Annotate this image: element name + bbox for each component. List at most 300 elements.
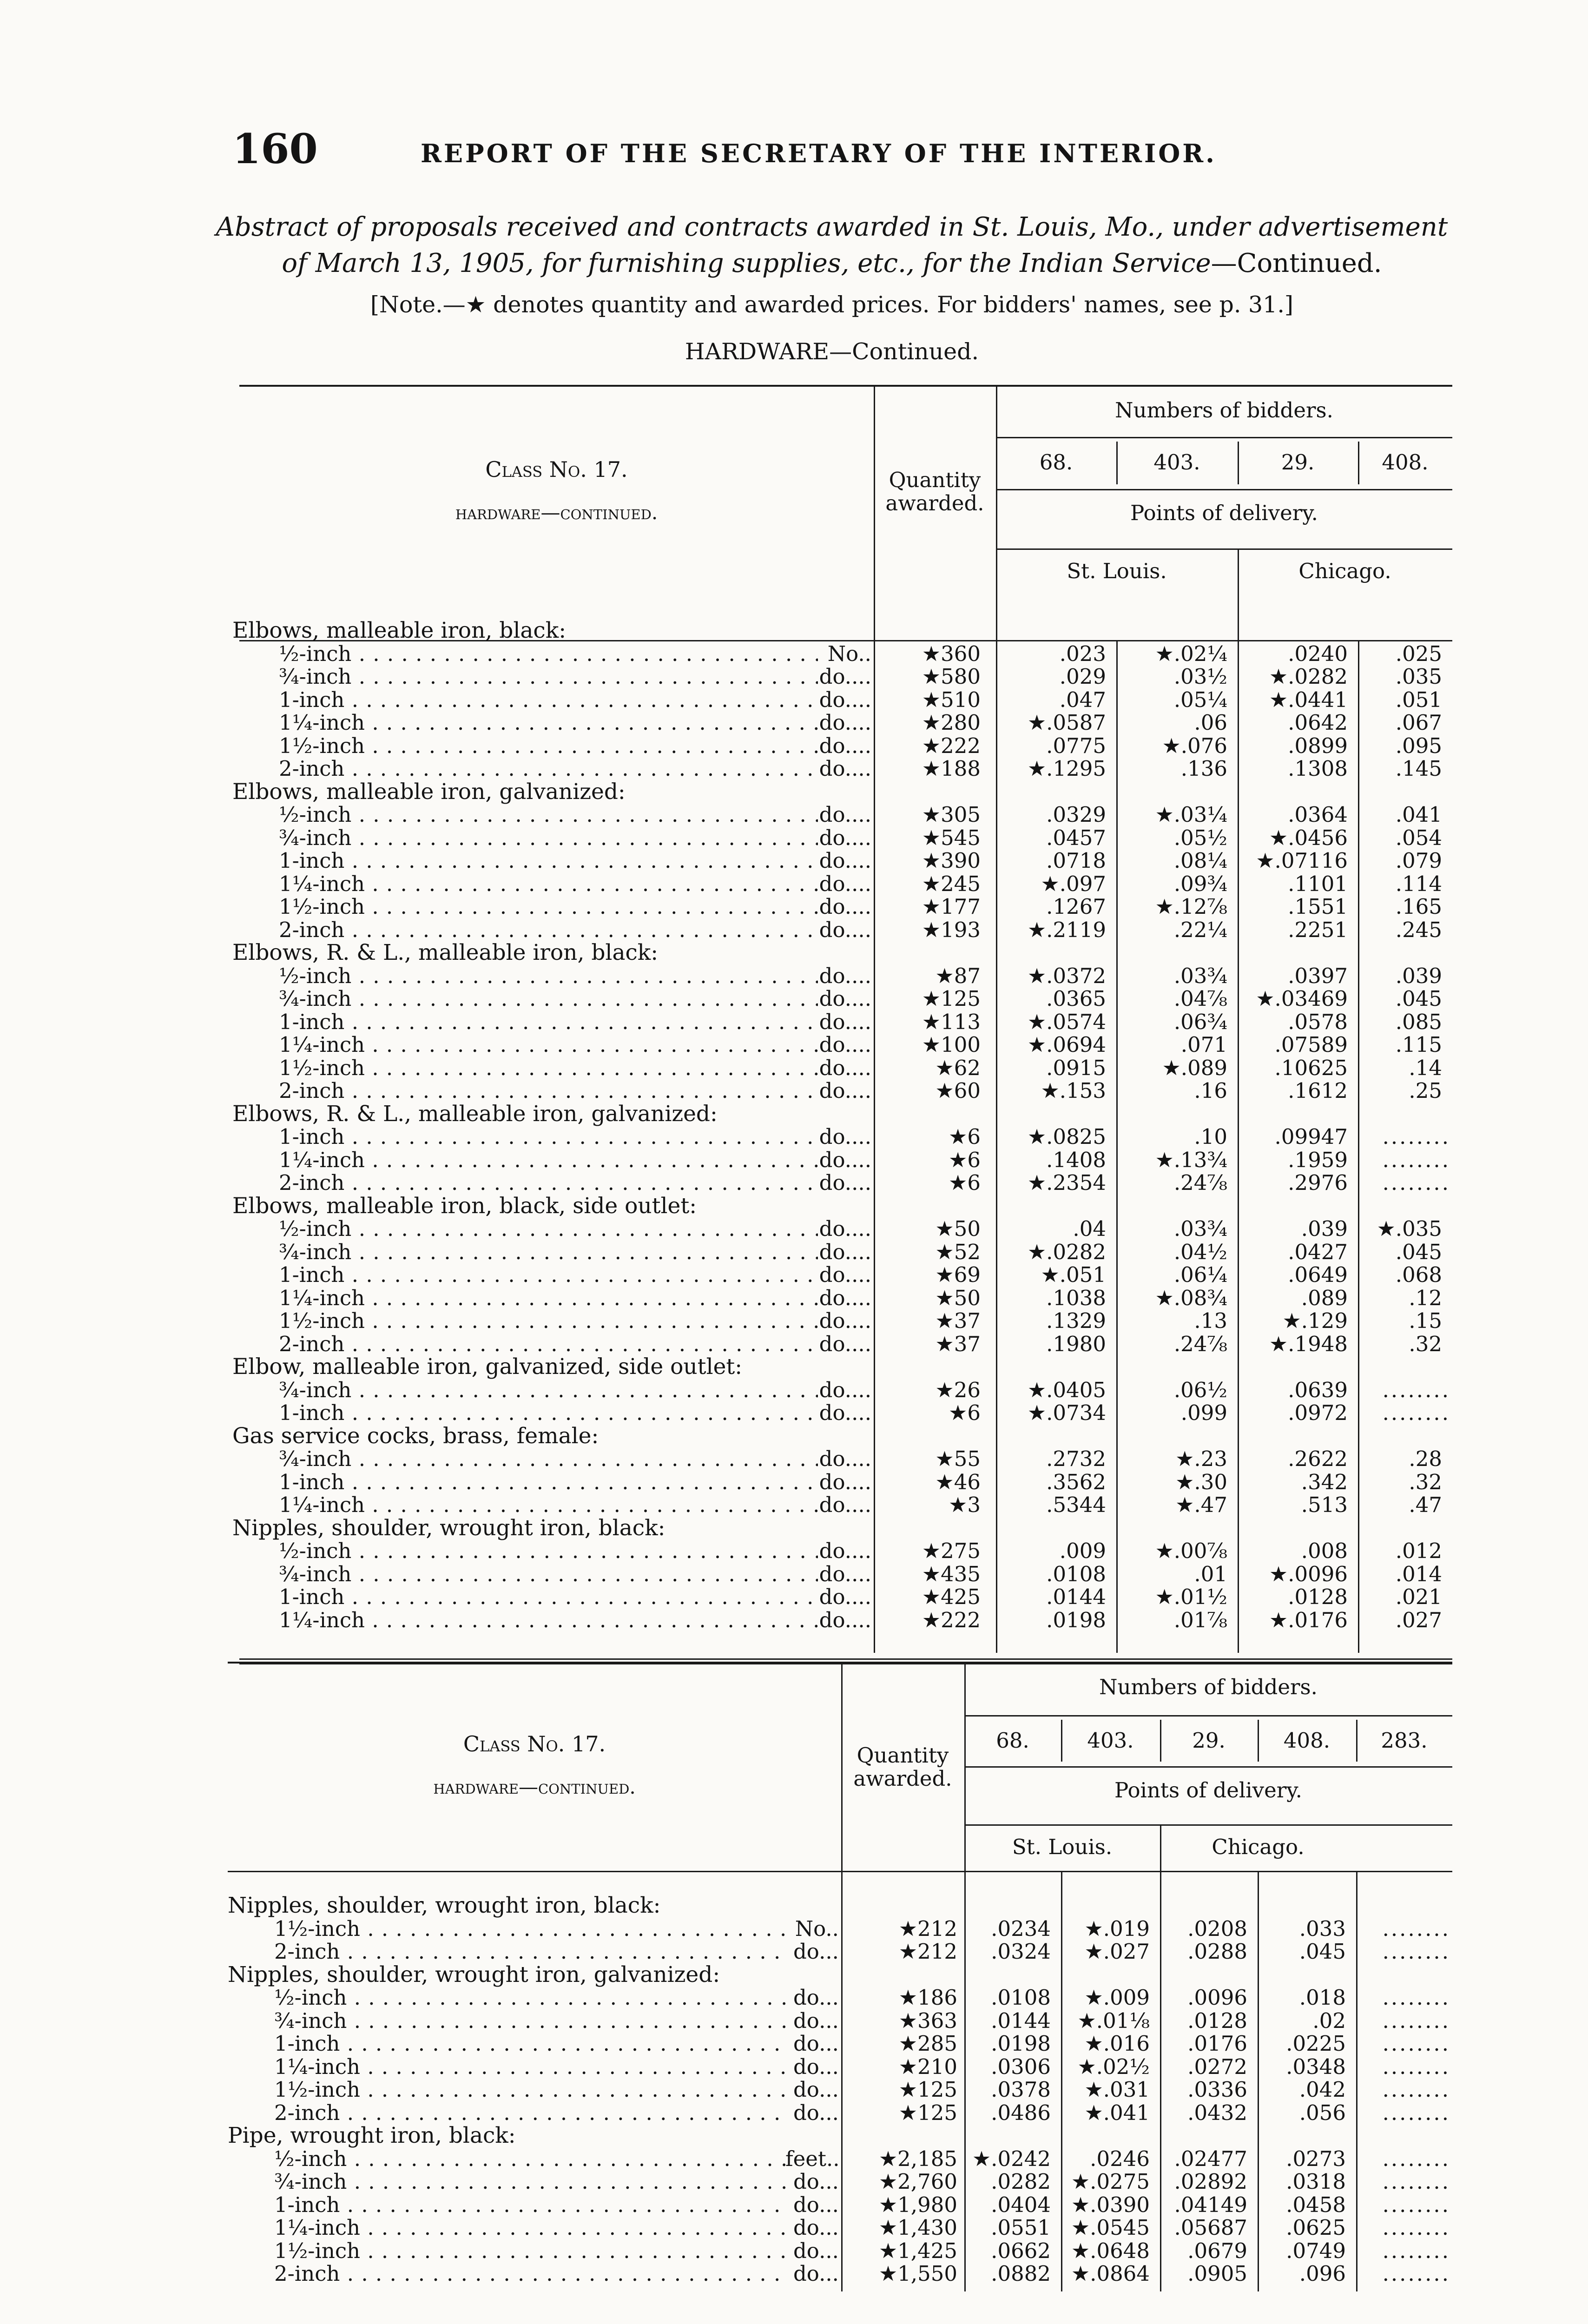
bid-price: .342 <box>1301 1469 1348 1494</box>
category-label: Elbows, malleable iron, galvanized: <box>232 779 626 805</box>
bidder-number: 403. <box>1087 1728 1134 1753</box>
quantity-awarded-value: ★6 <box>949 1170 981 1195</box>
bid-price: .05¼ <box>1173 687 1227 712</box>
bid-price: .079 <box>1395 848 1442 873</box>
table-row <box>0 1447 1588 1470</box>
table-row <box>0 2193 1588 2216</box>
bid-price: .0578 <box>1288 1009 1348 1034</box>
table-row <box>0 711 1588 734</box>
bid-price: .014 <box>1395 1561 1442 1586</box>
bid-price: .06½ <box>1173 1377 1227 1402</box>
table-bottom-rule <box>239 1658 1452 1660</box>
item-size-label: 1½-inch . . . <box>274 2078 785 2101</box>
bid-price: .5344 <box>1046 1492 1106 1517</box>
bid-price: .02892 <box>1174 2169 1247 2194</box>
bid-price: .0272 <box>1187 2054 1247 2079</box>
no-bid-dots: ........ <box>1382 2146 1450 2171</box>
bid-price: .04 <box>1073 1216 1106 1241</box>
bid-price: .0551 <box>991 2215 1051 2240</box>
points-of-delivery-label: Points of delivery. <box>1114 1778 1302 1802</box>
item-unit: do.... <box>819 848 871 873</box>
numbers-label-rule <box>996 437 1452 438</box>
bid-price: ★.23 <box>1175 1446 1227 1471</box>
quantity-awarded-value: ★3 <box>949 1492 981 1517</box>
bid-price: .0639 <box>1288 1377 1348 1402</box>
item-unit: do.... <box>819 1055 871 1080</box>
category-row <box>0 2124 1588 2147</box>
item-unit: do.... <box>819 917 871 942</box>
bid-price: .039 <box>1395 963 1442 988</box>
section-title: HARDWARE—Continued. <box>685 338 979 365</box>
quantity-header-2: awarded. <box>853 1766 952 1791</box>
bid-price: ★.016 <box>1084 2031 1150 2056</box>
quantity-awarded-value: ★390 <box>922 848 981 873</box>
bid-price: .2251 <box>1288 917 1348 942</box>
bid-price: .06 <box>1194 710 1227 735</box>
abstract-line-2-text: of March 13, 1905, for furnishing supplies, etc., for the Indian Service <box>282 248 1211 278</box>
quantity-awarded-value: ★435 <box>922 1561 981 1586</box>
bid-price: ★.1948 <box>1269 1331 1348 1356</box>
table-row <box>0 1379 1588 1401</box>
quantity-awarded-value: ★125 <box>898 2077 957 2102</box>
points-of-delivery-label: Points of delivery. <box>1130 501 1318 525</box>
quantity-awarded-value: ★6 <box>949 1400 981 1425</box>
bidder-number: 68. <box>996 1728 1029 1753</box>
quantity-awarded-value: ★6 <box>949 1124 981 1149</box>
item-size-label: 1½-inch . . . <box>279 1056 818 1079</box>
quantity-awarded-value: ★2,760 <box>878 2169 957 2194</box>
bid-price: .0318 <box>1286 2169 1346 2194</box>
place-st-louis: St. Louis. <box>1012 1835 1113 1859</box>
item-unit: do.... <box>819 1561 871 1586</box>
quantity-awarded-value: ★360 <box>922 641 981 666</box>
table-row <box>0 1079 1588 1102</box>
item-size-label: ½-inch . . . <box>279 803 818 826</box>
quantity-awarded-value: ★1,550 <box>878 2261 957 2286</box>
table-row <box>0 1471 1588 1493</box>
bid-price: .1329 <box>1046 1308 1106 1333</box>
no-bid-dots: ........ <box>1382 1939 1450 1964</box>
table-row <box>0 2170 1588 2193</box>
table-row <box>0 1263 1588 1286</box>
quantity-awarded-value: ★1,425 <box>878 2238 957 2263</box>
bid-price: .0397 <box>1288 963 1348 988</box>
item-unit: feet.. <box>785 2146 840 2171</box>
table-row <box>0 2147 1588 2170</box>
bid-price: .021 <box>1395 1585 1442 1609</box>
item-unit: do.... <box>819 894 871 919</box>
bid-price: .1101 <box>1288 871 1348 896</box>
bid-price: ★.1295 <box>1027 756 1106 781</box>
bid-price: .0329 <box>1046 802 1106 827</box>
abstract-line-2 <box>200 245 1464 282</box>
table-row <box>0 688 1588 711</box>
quantity-awarded-value: ★87 <box>935 963 981 988</box>
category-label: Pipe, wrought iron, black: <box>228 2123 516 2148</box>
bid-price: .1612 <box>1288 1078 1348 1103</box>
item-unit: do.... <box>819 1124 871 1149</box>
abstract-heading <box>200 209 1464 282</box>
quantity-awarded-value: ★62 <box>935 1055 981 1080</box>
bid-price: .068 <box>1395 1262 1442 1287</box>
category-row <box>0 1195 1588 1217</box>
bid-price: .051 <box>1395 687 1442 712</box>
class-label: Class No. 17. <box>463 1731 606 1756</box>
item-size-label: 1-inch . . . <box>279 1401 818 1424</box>
item-size-label: 2-inch . . . <box>274 1940 785 1963</box>
quantity-awarded-value: ★545 <box>922 825 981 850</box>
quantity-awarded-value: ★100 <box>922 1032 981 1057</box>
bid-price: ★.13¾ <box>1155 1147 1227 1172</box>
item-size-label: ¾-inch . . . <box>279 665 818 688</box>
bid-price: .0282 <box>991 2169 1051 2194</box>
table-row <box>0 1563 1588 1585</box>
bid-price: .0240 <box>1288 641 1348 666</box>
item-size-label: ½-inch . . . <box>279 642 818 665</box>
table-row <box>0 2101 1588 2124</box>
category-row <box>0 941 1588 964</box>
bid-price: .25 <box>1409 1078 1442 1103</box>
quantity-awarded-value: ★6 <box>949 1147 981 1172</box>
item-size-label: 1½-inch . . . <box>279 734 818 757</box>
category-label: Elbows, R. & L., malleable iron, black: <box>232 940 659 965</box>
abstract-suffix: —Continued. <box>1211 248 1382 278</box>
quantity-header: Quantity <box>857 1743 949 1768</box>
quantity-awarded-value: ★212 <box>898 1916 957 1941</box>
place-chicago: Chicago. <box>1212 1835 1305 1859</box>
item-size-label: 2-inch . . . <box>274 2262 785 2285</box>
bid-price: .10625 <box>1274 1055 1348 1080</box>
bid-price: .03¾ <box>1173 963 1227 988</box>
bid-price: .08¼ <box>1173 848 1227 873</box>
bid-price: .0882 <box>991 2261 1051 2286</box>
bid-price: .04149 <box>1174 2192 1247 2217</box>
no-bid-dots: ........ <box>1382 1124 1450 1149</box>
table-row <box>0 1401 1588 1424</box>
no-bid-dots: ........ <box>1382 2215 1450 2240</box>
bid-price: .0427 <box>1288 1239 1348 1264</box>
bid-price: ★.0648 <box>1071 2238 1150 2263</box>
bid-price: .0096 <box>1187 1985 1247 2010</box>
bid-price: .2976 <box>1288 1170 1348 1195</box>
item-size-label: 1-inch . . . <box>279 1263 818 1286</box>
bid-price: .012 <box>1395 1538 1442 1563</box>
table-row <box>0 1287 1588 1309</box>
bid-price: .15 <box>1409 1308 1442 1333</box>
no-bid-dots: ........ <box>1382 1147 1450 1172</box>
item-size-label: ½-inch . . . <box>274 1986 785 2009</box>
class-subtitle: hardware—continued. <box>455 501 658 524</box>
bid-price: .0642 <box>1288 710 1348 735</box>
no-bid-dots: ........ <box>1382 2031 1450 2056</box>
item-unit: do.... <box>819 687 871 712</box>
bid-price: .0246 <box>1090 2146 1150 2171</box>
place-chicago: Chicago. <box>1298 559 1391 583</box>
bid-price: .24⅞ <box>1173 1170 1227 1195</box>
category-row <box>0 1963 1588 1986</box>
numbers-of-bidders-label: Numbers of bidders. <box>1115 398 1333 423</box>
item-size-label: ¾-inch . . . <box>279 1563 818 1585</box>
bid-price: .095 <box>1395 733 1442 758</box>
quantity-awarded-value: ★580 <box>922 664 981 689</box>
bid-price: .0288 <box>1187 1939 1247 1964</box>
bid-price: ★.03¼ <box>1155 802 1227 827</box>
bid-price: ★.0405 <box>1027 1377 1106 1402</box>
quantity-awarded-value: ★363 <box>898 2008 957 2033</box>
bid-price: ★.097 <box>1041 871 1106 896</box>
item-unit: do.... <box>819 1308 871 1333</box>
table-row <box>0 1917 1588 1940</box>
item-size-label: 1¼-inch . . . <box>279 1493 818 1516</box>
bid-price: ★.089 <box>1162 1055 1227 1080</box>
table-row <box>0 1333 1588 1355</box>
bid-price: .042 <box>1299 2077 1346 2102</box>
item-size-label: 1¼-inch . . . <box>274 2216 785 2239</box>
bidder-number: 29. <box>1281 450 1315 475</box>
bid-price: .1267 <box>1046 894 1106 919</box>
quantity-awarded-value: ★69 <box>935 1262 981 1287</box>
table-top-rule <box>239 385 1452 387</box>
places-rule <box>996 548 1452 550</box>
quantity-awarded-value: ★280 <box>922 710 981 735</box>
item-unit: do.... <box>819 1331 871 1356</box>
bid-price: .047 <box>1059 687 1106 712</box>
bid-price: .114 <box>1395 871 1442 896</box>
item-size-label: 1-inch . . . <box>279 1125 818 1148</box>
bid-price: ★.02¼ <box>1155 641 1227 666</box>
table-row <box>0 1309 1588 1332</box>
bidder-number: 408. <box>1283 1728 1331 1753</box>
bid-price: .2622 <box>1288 1446 1348 1471</box>
bid-price: ★.076 <box>1162 733 1227 758</box>
quantity-header-2: awarded. <box>885 491 984 515</box>
item-unit: do.... <box>819 1032 871 1057</box>
quantity-awarded-value: ★26 <box>935 1377 981 1402</box>
table-row <box>0 803 1588 826</box>
category-row <box>0 1894 1588 1917</box>
bid-price: .0336 <box>1187 2077 1247 2102</box>
header-bottom-rule <box>228 1871 1452 1872</box>
item-unit: do.... <box>819 1469 871 1494</box>
bid-price: .02477 <box>1174 2146 1247 2171</box>
category-row <box>0 1425 1588 1447</box>
table-row <box>0 1609 1588 1631</box>
quantity-awarded-value: ★1,430 <box>878 2215 957 2240</box>
table-row <box>0 895 1588 918</box>
item-unit: No.. <box>827 641 871 666</box>
quantity-awarded-value: ★1,980 <box>878 2192 957 2217</box>
quantity-awarded-value: ★510 <box>922 687 981 712</box>
table-top-rule <box>228 1662 1452 1664</box>
bid-price: .06¾ <box>1173 1009 1227 1034</box>
table-row <box>0 849 1588 872</box>
table-row <box>0 665 1588 688</box>
bid-price: ★.47 <box>1175 1492 1227 1517</box>
item-unit: do.... <box>819 1009 871 1034</box>
bid-price: .1959 <box>1288 1147 1348 1172</box>
item-size-label: 1¼-inch . . . <box>274 2055 785 2078</box>
bid-price: ★.0096 <box>1269 1561 1348 1586</box>
category-label: Gas service cocks, brass, female: <box>232 1423 599 1449</box>
table-row <box>0 734 1588 757</box>
table-row <box>0 1171 1588 1194</box>
item-unit: do.... <box>819 825 871 850</box>
item-unit: do.... <box>819 664 871 689</box>
class-subtitle: hardware—continued. <box>433 1776 636 1798</box>
bid-price: .025 <box>1395 641 1442 666</box>
bid-price: .033 <box>1299 1916 1346 1941</box>
bid-price: .0486 <box>991 2100 1051 2125</box>
item-size-label: ¾-inch . . . <box>279 987 818 1010</box>
item-unit: do... <box>793 2192 839 2217</box>
numbers-label-rule <box>964 1715 1452 1717</box>
quantity-awarded-value: ★60 <box>935 1078 981 1103</box>
item-unit: do... <box>793 2215 839 2240</box>
bid-price: .32 <box>1409 1331 1442 1356</box>
no-bid-dots: ........ <box>1382 2169 1450 2194</box>
bid-price: .03½ <box>1173 664 1227 689</box>
item-unit: do... <box>793 2238 839 2263</box>
quantity-awarded-value: ★125 <box>898 2100 957 2125</box>
bid-price: .0915 <box>1046 1055 1106 1080</box>
quantity-awarded-value: ★245 <box>922 871 981 896</box>
item-unit: do.... <box>819 871 871 896</box>
bid-price: ★.041 <box>1084 2100 1150 2125</box>
bid-price: .089 <box>1301 1285 1348 1310</box>
quantity-awarded-value: ★425 <box>922 1585 981 1609</box>
bid-price: ★.0456 <box>1269 825 1348 850</box>
item-size-label: 2-inch . . . <box>279 1333 818 1355</box>
no-bid-dots: ........ <box>1382 1400 1450 1425</box>
item-size-label: 2-inch . . . <box>279 1079 818 1102</box>
bid-price: .47 <box>1409 1492 1442 1517</box>
item-unit: do... <box>793 2077 839 2102</box>
table-row <box>0 1585 1588 1608</box>
bid-price: .0348 <box>1286 2054 1346 2079</box>
bid-price: .0625 <box>1286 2215 1346 2240</box>
bid-price: .0273 <box>1286 2146 1346 2171</box>
table-row <box>0 826 1588 849</box>
item-unit: do.... <box>819 756 871 781</box>
item-size-label: 1½-inch . . . <box>274 2239 785 2262</box>
bid-price: .0718 <box>1046 848 1106 873</box>
item-size-label: 1½-inch . . . <box>279 1309 818 1332</box>
bid-price: ★.027 <box>1084 1939 1150 1964</box>
no-bid-dots: ........ <box>1382 2008 1450 2033</box>
item-size-label: 1-inch . . . <box>279 688 818 711</box>
table-row <box>0 2262 1588 2285</box>
bid-price: .023 <box>1059 641 1106 666</box>
category-label: Elbows, R. & L., malleable iron, galvanized: <box>232 1101 718 1127</box>
item-size-label: ½-inch . . . <box>279 964 818 987</box>
bid-price: .04½ <box>1173 1239 1227 1264</box>
bidders-rule <box>996 489 1452 490</box>
item-unit: do... <box>793 2100 839 2125</box>
bid-price: .13 <box>1194 1308 1227 1333</box>
bid-price: .0198 <box>991 2031 1051 2056</box>
no-bid-dots: ........ <box>1382 2261 1450 2286</box>
category-row <box>0 1517 1588 1539</box>
category-label: Elbows, malleable iron, black: <box>232 618 567 643</box>
no-bid-dots: ........ <box>1382 2100 1450 2125</box>
bidder-number: 403. <box>1153 450 1200 475</box>
category-row <box>0 619 1588 642</box>
item-unit: do... <box>793 2261 839 2286</box>
table-row <box>0 1493 1588 1516</box>
table-row <box>0 1056 1588 1079</box>
table-row <box>0 1125 1588 1148</box>
bid-price: .085 <box>1395 1009 1442 1034</box>
no-bid-dots: ........ <box>1382 2238 1450 2263</box>
bid-price: .165 <box>1395 894 1442 919</box>
quantity-awarded-value: ★2,185 <box>878 2146 957 2171</box>
bid-price: .0306 <box>991 2054 1051 2079</box>
bid-price: .0404 <box>991 2192 1051 2217</box>
item-unit: do.... <box>819 1446 871 1471</box>
quantity-awarded-value: ★275 <box>922 1538 981 1563</box>
item-unit: do.... <box>819 1285 871 1310</box>
bid-price: .096 <box>1299 2261 1346 2286</box>
bid-price: .0905 <box>1187 2261 1247 2286</box>
bid-price: .06¼ <box>1173 1262 1227 1287</box>
bid-price: .02 <box>1312 2008 1346 2033</box>
bid-price: .28 <box>1409 1446 1442 1471</box>
bid-price: .0457 <box>1046 825 1106 850</box>
item-unit: do.... <box>819 733 871 758</box>
bid-price: .027 <box>1395 1607 1442 1632</box>
item-size-label: 1¼-inch . . . <box>279 1287 818 1309</box>
item-size-label: 1¼-inch . . . <box>279 1033 818 1056</box>
quantity-awarded-value: ★177 <box>922 894 981 919</box>
bidder-number: 68. <box>1039 450 1073 475</box>
item-unit: do.... <box>819 1239 871 1264</box>
bid-price: ★.01½ <box>1155 1585 1227 1609</box>
note-line: [Note.—★ denotes quantity and awarded prices. For bidders' names, see p. 31.] <box>370 291 1294 318</box>
table-row <box>0 1149 1588 1171</box>
item-unit: do.... <box>819 986 871 1011</box>
item-unit: do.... <box>819 1078 871 1103</box>
category-row <box>0 780 1588 803</box>
item-size-label: 1-inch . . . <box>279 849 818 872</box>
quantity-awarded-value: ★285 <box>898 2031 957 2056</box>
quantity-awarded-value: ★55 <box>935 1446 981 1471</box>
bid-price: .0432 <box>1187 2100 1247 2125</box>
bid-price: .0128 <box>1288 1585 1348 1609</box>
bid-price: .0649 <box>1288 1262 1348 1287</box>
category-label: Elbow, malleable iron, galvanized, side outlet: <box>232 1354 743 1380</box>
bid-price: ★.2354 <box>1027 1170 1106 1195</box>
item-size-label: ¾-inch . . . <box>274 2009 785 2032</box>
category-label: Nipples, shoulder, wrought iron, black: <box>232 1515 666 1541</box>
bid-price: ★.0825 <box>1027 1124 1106 1149</box>
item-unit: do.... <box>819 802 871 827</box>
table-row <box>0 1539 1588 1562</box>
category-row <box>0 1103 1588 1125</box>
bid-price: .045 <box>1299 1939 1346 1964</box>
bid-price: .0364 <box>1288 802 1348 827</box>
item-size-label: 1¼-inch . . . <box>279 872 818 895</box>
no-bid-dots: ........ <box>1382 2054 1450 2079</box>
bid-price: ★.031 <box>1084 2077 1150 2102</box>
bid-price: .1038 <box>1046 1285 1106 1310</box>
quantity-awarded-value: ★193 <box>922 917 981 942</box>
table-row <box>0 1217 1588 1240</box>
item-unit: do.... <box>819 710 871 735</box>
quantity-awarded-value: ★50 <box>935 1216 981 1241</box>
bid-price: .0324 <box>991 1939 1051 1964</box>
item-unit: do... <box>793 2031 839 2056</box>
category-label: Elbows, malleable iron, black, side outlet: <box>232 1193 697 1219</box>
